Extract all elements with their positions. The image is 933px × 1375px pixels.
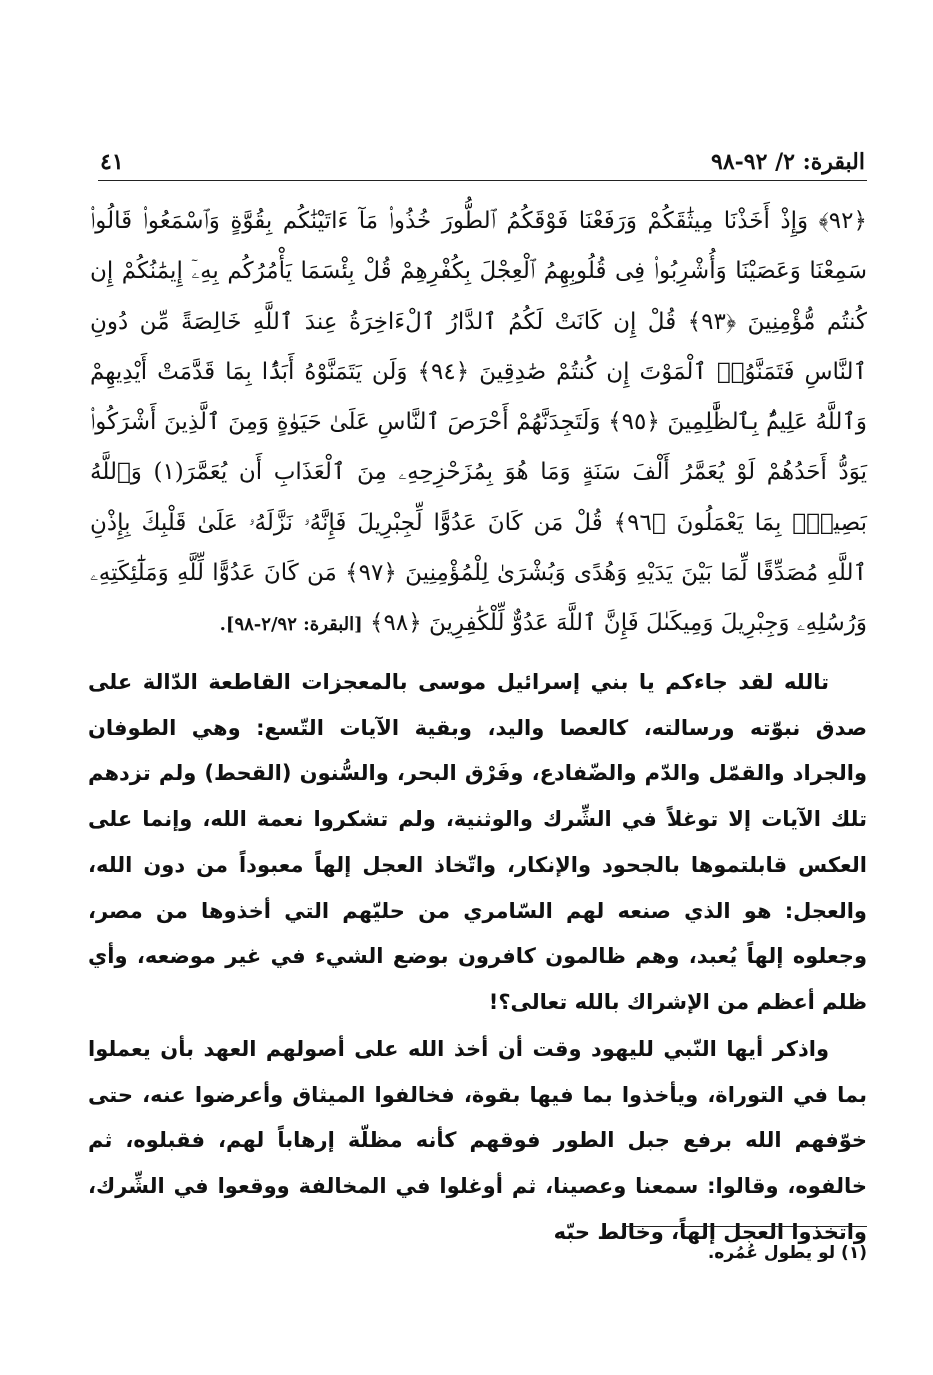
verse-citation: [البقرة: ٢/٩٢-٩٨]. xyxy=(219,614,363,636)
footnote: (١) لو يطول عُمُره. xyxy=(707,1243,867,1263)
header-divider xyxy=(98,180,867,181)
commentary-paragraph-2: واذكر أيها النّبي لليهود وقت أن أخذ الله على أصولهم العهد بأن يعملوا بما في التوراة، ويأخذوا بما فيها بقوة، فخالفوا الميثاق وأعرضوا عنه، حتى خوّفهم الله برفع جبل الطور فوقهم كأنه مظلّة إرهاباً لهم، فقبلوه، ثم خالفوه، وقالوا: سمعنا وعصينا، ثم أوغلوا في المخالفة ووقعوا في الشِّرك، واتخذوا العجل إلهاً، وخالط حبّه xyxy=(88,1037,867,1244)
commentary-paragraph-1: تالله لقد جاءكم يا بني إسرائيل موسى بالمعجزات القاطعة الدّالة على صدق نبوّته ورسالته، كالعصا واليد، وبقية الآيات التّسع: وهي الطوفان والجراد والقمّل والدّم والضّفادع، وفَرْق البحر، والسُّنون (القحط) ولم تزدهم تلك الآيات إلا توغلاً في الشِّرك والوثنية، ولم تشكروا نعمة الله، وإنما على العكس قابلتموها بالجحود والإنكار، واتّخاذ العجل إلهاً معبوداً من دون الله، والعجل: هو الذي صنعه لهم السّامري من حليّهم التي أخذوها من مصر، وجعلوه إلهاً يُعبد، وهم ظالمون كافرون بوضع الشيء في غير موضعه، وأي ظلم أعظم من الإشراك بالله تعالى؟! xyxy=(88,670,867,1014)
page-number: ٤١ xyxy=(100,149,124,175)
footnote-divider xyxy=(622,1226,867,1227)
quran-text: ﴿٩٢﴾ وَإِذْ أَخَذْنَا مِيثَٰقَكُمْ وَرَفَعْنَا فَوْقَكُمُ ٱلطُّورَ خُذُوا۟ مَآ ءَاتَيْنَٰكُم بِقُوَّةٍ وَٱسْمَعُوا۟ قَالُوا۟ سَمِعْنَا وَعَصَيْنَا وَأُشْرِبُوا۟ فِى قُلُوبِهِمُ ٱلْعِجْلَ بِكُفْرِهِمْ قُلْ بِئْسَمَا يَأْمُرُكُم بِهِۦٓ إِيمَٰنُكُمْ إِن كُنتُم مُّؤْمِنِينَ ﴿٩٣﴾ قُلْ إِن كَانَتْ لَكُمُ ٱلدَّارُ ٱلْءَاخِرَةُ عِندَ ٱللَّهِ خَالِصَةً مِّن دُونِ ٱلنَّاسِ فَتَمَنَّوُا۟ ٱلْمَوْتَ إِن كُنتُمْ صَٰدِقِينَ ﴿٩٤﴾ وَلَن يَتَمَنَّوْهُ أَبَدًۢا بِمَا قَدَّمَتْ أَيْدِيهِمْ وَٱللَّهُ عَلِيمٌۢ بِٱلظَّٰلِمِينَ ﴿٩٥﴾ وَلَتَجِدَنَّهُمْ أَحْرَصَ ٱلنَّاسِ عَلَىٰ حَيَوٰةٍ وَمِنَ ٱلَّذِينَ أَشْرَكُوا۟ يَوَدُّ أَحَدُهُمْ لَوْ يُعَمَّرُ أَلْفَ سَنَةٍ وَمَا هُوَ بِمُزَحْزِحِهِۦ مِنَ ٱلْعَذَابِ أَن يُعَمَّرَ(١) وَٱللَّهُ بَصِيرٌۢ بِمَا يَعْمَلُونَ ﴿٩٦﴾ قُلْ مَن كَانَ عَدُوًّا لِّجِبْرِيلَ فَإِنَّهُۥ نَزَّلَهُۥ عَلَىٰ قَلْبِكَ بِإِذْنِ ٱللَّهِ مُصَدِّقًا لِّمَا بَيْنَ يَدَيْهِ وَهُدًى وَبُشْرَىٰ لِلْمُؤْمِنِينَ ﴿٩٧﴾ مَن كَانَ عَدُوًّا لِّلَّهِ وَمَلَٰٓئِكَتِهِۦ وَرُسُلِهِۦ وَجِبْرِيلَ وَمِيكَىٰلَ فَإِنَّ ٱللَّهَ عَدُوٌّ لِّلْكَٰفِرِينَ ﴿٩٨﴾ xyxy=(90,208,867,637)
running-head: البقرة: ٢/ ٩٢-٩٨ xyxy=(711,149,865,175)
page-header xyxy=(100,135,865,175)
quran-verses xyxy=(90,196,867,651)
